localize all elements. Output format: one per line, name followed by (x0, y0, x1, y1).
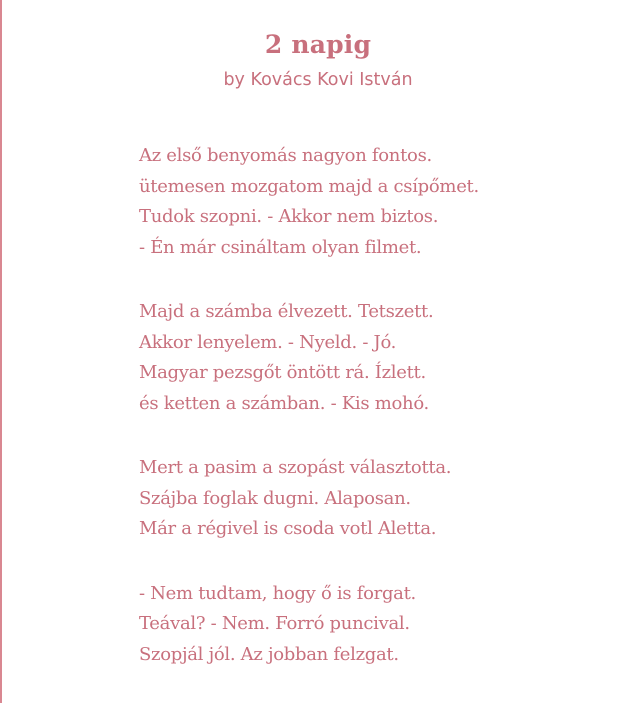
poem-line: Majd a számba élvezett. Tetszett. (139, 301, 434, 322)
poem-byline: by Kovács Kovi István (223, 70, 413, 90)
poem-line: Szopjál jól. Az jobban felzgat. (139, 643, 399, 665)
stanza-1 (139, 141, 479, 263)
stanza-2 (139, 297, 479, 419)
poem-line: Szájba foglak dugni. Alaposan. (139, 487, 411, 509)
poem-header (0, 28, 636, 92)
poem-line: Akkor lenyelem. - Nyeld. - Jó. (139, 331, 397, 353)
poem-body (139, 141, 479, 670)
poem-line: - Én már csináltam olyan filmet. (139, 236, 422, 258)
poem-title: 2 napig (264, 30, 372, 59)
left-border-rule (0, 0, 2, 703)
poem-line: ütemesen mozgatom majd a csípőmet. (139, 175, 479, 197)
poem-line: Már a régivel is csoda votl Aletta. (139, 518, 437, 539)
poem-line: Mert a pasim a szopást választotta. (139, 457, 452, 478)
poem-line: Tudok szopni. - Akkor nem biztos. (139, 206, 439, 227)
poem-line: és ketten a számban. - Kis mohó. (139, 392, 429, 414)
poem-line: - Nem tudtam, hogy ő is forgat. (139, 582, 416, 604)
poem-line: Magyar pezsgőt öntött rá. Ízlett. (139, 362, 426, 383)
poem-line: Teával? - Nem. Forró puncival. (139, 613, 410, 634)
poem-line: Az első benyomás nagyon fontos. (139, 145, 432, 166)
stanza-3 (139, 453, 479, 545)
stanza-4 (139, 579, 479, 671)
